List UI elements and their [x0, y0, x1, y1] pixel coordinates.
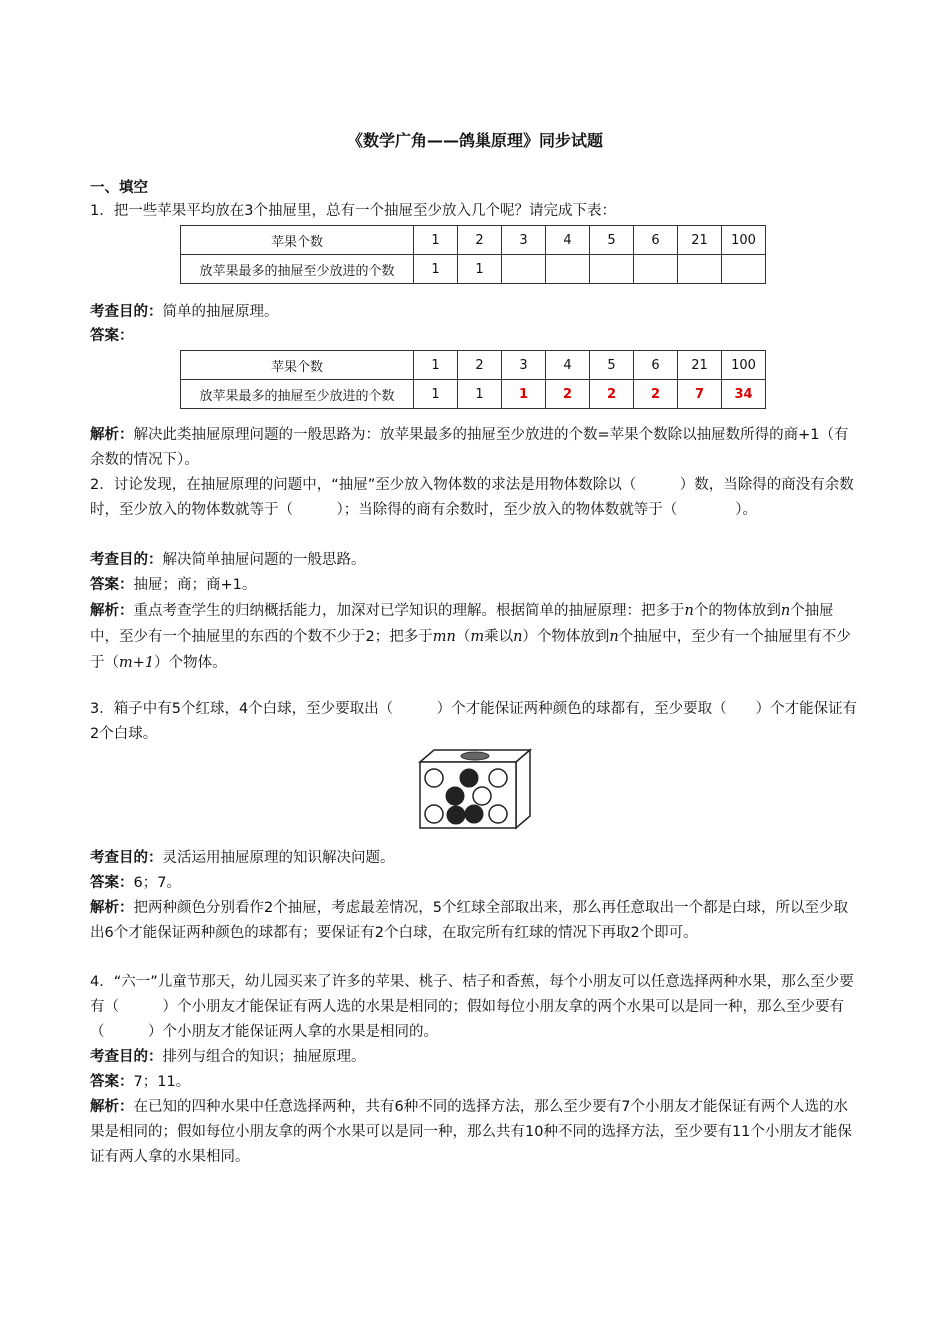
table-cell: 6: [634, 226, 678, 255]
purpose-label: 考查目的：: [90, 850, 163, 866]
table-cell: 3: [502, 226, 546, 255]
answer-label: 答案：: [90, 875, 134, 891]
purpose-text: 灵活运用抽屉原理的知识解决问题。: [162, 850, 395, 866]
purpose-text: 解决简单抽屉问题的一般思路。: [162, 552, 366, 568]
answer-cell: 2: [546, 380, 590, 409]
analysis-text: 个抽屉中，至少有一个抽屉里的东西的个数不少于2；把多于: [90, 603, 834, 645]
black-ball: [465, 805, 483, 823]
question-1-table: [180, 225, 766, 284]
box-side: [516, 750, 530, 828]
table-cell: 1: [458, 380, 502, 409]
table-row: [181, 380, 766, 409]
table-cell: 3: [502, 351, 546, 380]
table-cell: 1: [414, 255, 458, 284]
question-1-answer-label: 答案：: [90, 328, 134, 344]
table-cell: 苹果个数: [181, 226, 414, 255]
question-2-answer: [90, 573, 860, 598]
question-3-analysis: [90, 896, 860, 946]
variable-n: n: [609, 629, 619, 645]
table-cell: [634, 255, 678, 284]
analysis-text: 重点考查学生的归纳概括能力，加深对已学知识的理解。根据简单的抽屉原理：把多于: [133, 603, 685, 619]
table-cell: 4: [546, 226, 590, 255]
white-ball: [425, 769, 443, 787]
question-4-text: 4．“六一”儿童节那天，幼儿园买来了许多的苹果、桃子、桔子和香蕉，每个小朋友可以任意选择两种水果，那么至少要有（ ）个小朋友才能保证有两人选的水果是相同的；假如每位小朋友拿的两个水果可以是同一种，那么至少要有（ ）个小朋友才能保证两人拿的水果是相同的。: [90, 974, 854, 1040]
analysis-text: 个的物体放到: [693, 603, 781, 619]
box-hole: [461, 752, 489, 760]
analysis-label: 解析：: [90, 603, 134, 619]
table-cell: [678, 255, 722, 284]
table-row: [181, 351, 766, 380]
question-2-analysis: [90, 598, 860, 676]
table-cell: [590, 255, 634, 284]
ball-box-figure: [418, 748, 534, 830]
analysis-text: ）个物体放到: [522, 629, 610, 645]
table-cell: 5: [590, 226, 634, 255]
black-ball: [446, 787, 464, 805]
table-cell: 1: [414, 226, 458, 255]
answer-text: 抽屉；商；商+1。: [133, 577, 257, 593]
answer-cell: 2: [634, 380, 678, 409]
black-ball: [447, 806, 465, 824]
answer-text: 6；7。: [133, 875, 181, 891]
answer-label: 答案：: [90, 577, 134, 593]
table-cell: 4: [546, 351, 590, 380]
question-1-purpose: [90, 300, 860, 325]
table-cell: 1: [458, 255, 502, 284]
analysis-text: 把两种颜色分别看作2个抽屉，考虑最差情况，5个红球全部取出来，那么再任意取出一个都是白球，所以至少取出6个才能保证两种颜色的球都有；要保证有2个白球，在取完所有红球的情况下再取2个即可。: [90, 900, 848, 941]
analysis-text: ）个物体。: [154, 655, 227, 671]
question-2-text: 2．讨论发现，在抽屉原理的问题中，“抽屉”至少放入物体数的求法是用物体数除以（ ）数，当除得的商没有余数时，至少放入的物体数就等于（ ）；当除得的商有余数时，至少放入的物体数就等于（ ）。: [90, 477, 854, 518]
answer-label: 答案：: [90, 1074, 134, 1090]
black-ball: [460, 769, 478, 787]
variable-n: n: [684, 603, 694, 619]
purpose-text: 排列与组合的知识；抽屉原理。: [162, 1049, 366, 1065]
answer-cell: 1: [502, 380, 546, 409]
answer-cell: 7: [678, 380, 722, 409]
analysis-label: 解析：: [90, 1099, 134, 1115]
table-cell: 1: [414, 351, 458, 380]
question-4-answer: [90, 1070, 860, 1095]
question-4-purpose: [90, 1045, 860, 1070]
variable-n: n: [780, 603, 791, 619]
question-1-text: 1．把一些苹果平均放在3个抽屉里，总有一个抽屉至少放入几个呢？请完成下表：: [90, 203, 616, 219]
table-cell: 苹果个数: [181, 351, 414, 380]
question-1-answer-table: [180, 350, 766, 409]
variable-m: m: [470, 629, 485, 645]
table-cell: 2: [458, 351, 502, 380]
question-2-purpose: [90, 548, 860, 573]
variable-m-plus-1: m+1: [119, 655, 155, 671]
white-ball: [489, 769, 507, 787]
table-cell: 21: [678, 351, 722, 380]
question-1-analysis: [90, 423, 860, 473]
table-cell: 100: [722, 351, 766, 380]
table-cell: [546, 255, 590, 284]
question-3-text: 3．箱子中有5个红球，4个白球，至少要取出（ ）个才能保证两种颜色的球都有，至少要取（ ）个才能保证有2个白球。: [90, 701, 858, 742]
white-ball: [425, 805, 443, 823]
white-ball: [473, 787, 491, 805]
table-cell: 6: [634, 351, 678, 380]
analysis-text: 个抽屉中，至少有一个抽屉里有不少于（: [90, 629, 851, 671]
table-cell: 2: [458, 226, 502, 255]
question-4-analysis: [90, 1095, 860, 1170]
answer-text: 7；11。: [133, 1074, 191, 1090]
table-cell: 5: [590, 351, 634, 380]
analysis-label: 解析：: [90, 900, 134, 916]
answer-cell: 34: [722, 380, 766, 409]
analysis-label: 解析：: [90, 427, 134, 443]
document-title: 《数学广角——鸽巢原理》同步试题: [346, 131, 603, 150]
analysis-text: 乘以: [484, 629, 514, 645]
variable-n: n: [513, 629, 523, 645]
variable-mn: mn: [432, 629, 456, 645]
analysis-text: （: [455, 629, 471, 645]
white-ball: [489, 805, 507, 823]
question-3-purpose: [90, 846, 860, 871]
table-cell: 1: [414, 380, 458, 409]
table-cell: [502, 255, 546, 284]
table-cell: 21: [678, 226, 722, 255]
table-cell: 放苹果最多的抽屉至少放进的个数: [181, 255, 414, 284]
analysis-text: 解决此类抽屉原理问题的一般思路为：放苹果最多的抽屉至少放进的个数=苹果个数除以抽屉数所得的商+1（有余数的情况下）。: [90, 427, 849, 468]
analysis-text: 在已知的四种水果中任意选择两种，共有6种不同的选择方法，那么至少要有7个小朋友才能保证有两个人选的水果是相同的；假如每位小朋友拿的两个水果可以是同一种，那么共有10种不同的选择方法，至少要有11个小朋友才能保证有两人拿的水果相同。: [90, 1099, 852, 1165]
purpose-label: 考查目的：: [90, 304, 163, 320]
purpose-text: 简单的抽屉原理。: [162, 304, 279, 320]
question-3-answer: [90, 871, 860, 896]
purpose-label: 考查目的：: [90, 1049, 163, 1065]
table-cell: [722, 255, 766, 284]
answer-cell: 2: [590, 380, 634, 409]
purpose-label: 考查目的：: [90, 552, 163, 568]
table-cell: 100: [722, 226, 766, 255]
section-heading: 一、填空: [90, 180, 148, 196]
table-row: [181, 226, 766, 255]
table-cell: 放苹果最多的抽屉至少放进的个数: [181, 380, 414, 409]
table-row: [181, 255, 766, 284]
